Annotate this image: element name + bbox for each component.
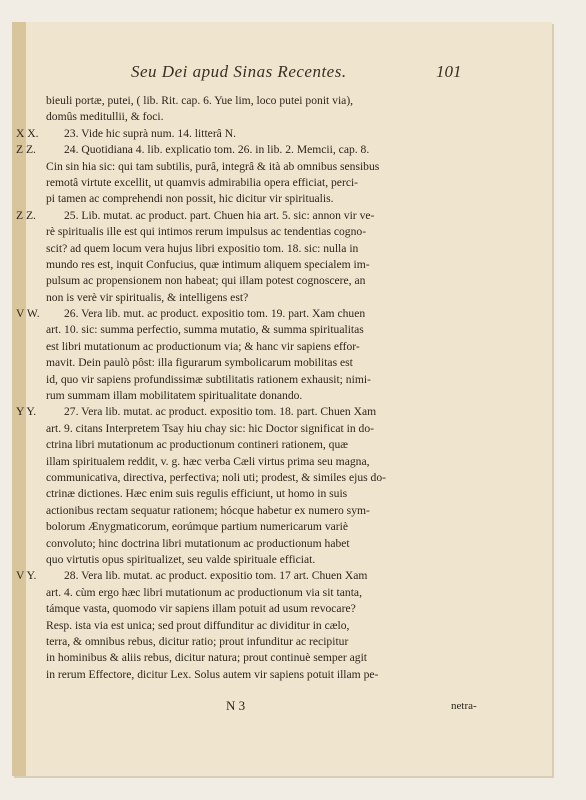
line-text: convoluto; hinc doctrina libri mutationum ac productionum habet — [46, 536, 350, 550]
text-line — [26, 224, 546, 240]
note-marker: X X. — [16, 126, 39, 140]
text-line — [26, 355, 546, 371]
text-line — [16, 126, 546, 142]
line-text: art. 9. citans Interpretem Tsay hiu chay sic: hic Doctor significat in do- — [46, 421, 375, 435]
running-head — [26, 62, 546, 82]
text-line — [26, 257, 546, 273]
line-text: pulsum ac propensionem non habeat; qui illam potest cognoscere, an — [46, 274, 366, 288]
line-text: domûs meditullii, & foci. — [46, 110, 164, 124]
line-text: quo virtutis opus spiritualizet, seu valde spirituale efficiat. — [46, 552, 316, 566]
running-title: Seu Dei apud Sinas Recentes. — [131, 62, 347, 81]
text-line — [26, 503, 546, 519]
line-text: Resp. ista via est unica; sed prout diffunditur ac dividitur in cælo, — [46, 618, 350, 632]
line-text: ctrina libri mutationum ac productionum contineri rationem, quæ — [46, 438, 349, 452]
line-text: art. 10. sic: summa perfectio, summa mutatio, & summa spiritualitas — [46, 323, 364, 337]
text-line — [26, 552, 546, 568]
line-text: terra, & omnibus rebus, dicitur ratio; prout infunditur ac recipitur — [46, 634, 349, 648]
text-line — [26, 470, 546, 486]
text-line — [16, 208, 546, 224]
line-text: Cin sin hia sic: qui tam subtilis, purâ, integrâ & ità ab omnibus sensibus — [46, 159, 380, 173]
text-line — [26, 159, 546, 175]
line-text: art. 4. cùm ergo hæc libri mutationum ac productionum via sit tanta, — [46, 585, 362, 599]
line-text: est libri mutationum ac productionum via; & hanc vir sapiens effor- — [46, 339, 360, 353]
text-line — [26, 241, 546, 257]
note-marker: Z Z. — [16, 208, 36, 222]
line-text: 27. Vera lib. mutat. ac product. expositio tom. 18. part. Chuen Xam — [64, 405, 377, 419]
line-text: scit? ad quem locum vera hujus libri expositio tom. 18. sic: nulla in — [46, 241, 359, 255]
text-line — [16, 568, 546, 584]
line-text: 28. Vera lib. mutat. ac product. expositio tom. 17 art. Chuen Xam — [64, 569, 368, 583]
book-page — [12, 22, 552, 776]
line-text: id, quo vir sapiens profundissimæ subtilitatis rationem exhausit; nimi- — [46, 372, 371, 386]
text-line — [26, 601, 546, 617]
text-line — [26, 585, 546, 601]
text-line — [16, 404, 546, 420]
text-line — [26, 618, 546, 634]
text-line — [26, 191, 546, 207]
line-text: mundo res est, inquit Confucius, quæ intimum aliquem specialem im- — [46, 257, 370, 271]
note-marker: V W. — [16, 307, 40, 321]
line-text: 23. Vide hic suprà num. 14. litterâ N. — [64, 126, 236, 140]
line-text: támque vasta, quomodo vir sapiens illam potuit ad usum revocare? — [46, 602, 356, 616]
text-line — [26, 175, 546, 191]
text-line — [26, 109, 546, 125]
line-text: 24. Quotidiana 4. lib. explicatio tom. 26. in lib. 2. Memcii, cap. 8. — [64, 143, 370, 157]
note-marker: Y Y. — [16, 405, 37, 419]
line-text: 25. Lib. mutat. ac product. part. Chuen hia art. 5. sic: annon vir ve- — [64, 208, 375, 222]
line-text: illam spiritualem reddit, v. g. hæc verba Cæli virtus prima seu magna, — [46, 454, 370, 468]
text-line — [26, 273, 546, 289]
text-line — [26, 519, 546, 535]
text-line — [26, 339, 546, 355]
line-text: bieuli portæ, putei, ( lib. Rit. cap. 6. Yue lim, loco putei ponit via), — [46, 94, 354, 107]
text-line — [26, 388, 546, 404]
text-line — [26, 290, 546, 306]
text-line — [26, 437, 546, 453]
text-line — [26, 650, 546, 666]
note-marker: Z Z. — [16, 143, 36, 157]
line-text: rum summam illam mobilitatem spiritualitate donando. — [46, 389, 303, 403]
note-marker: V Y. — [16, 569, 37, 583]
line-text: in rerum Effectore, dicitur Lex. Solus autem vir sapiens potuit illam pe- — [46, 667, 379, 681]
line-text: communicativa, directiva, perfectiva; noli uti; prodest, & similes ejus do- — [46, 470, 386, 484]
line-text: ctrinæ dictiones. Hæc enim suis regulis efficiunt, ut homo in suis — [46, 487, 348, 501]
catchword: netra- — [451, 700, 477, 712]
text-line — [26, 322, 546, 338]
line-text: mavit. Dein paulò pôst: illa figurarum symbolicarum mobilitas est — [46, 356, 353, 370]
page-footer — [26, 698, 546, 714]
text-line — [26, 486, 546, 502]
line-text: actionibus rectam sequatur rationem; hócque habetur ex numero sym- — [46, 503, 370, 517]
page-number: 101 — [436, 62, 462, 81]
text-line — [26, 421, 546, 437]
text-line — [26, 93, 546, 109]
text-line — [26, 634, 546, 650]
line-text: bolorum Ænygmaticorum, eorúmque partium numericarum variè — [46, 520, 348, 534]
line-text: in hominibus & aliis rebus, dicitur natura; prout continuè semper agit — [46, 651, 368, 665]
line-text: rè spiritualis ille est qui intimos rerum impulsus ac tendentias cogno- — [46, 225, 367, 239]
text-line — [26, 372, 546, 388]
body-text — [16, 93, 546, 683]
line-text: pi tamen ac comprehendi non possit, hic dicitur vir spiritualis. — [46, 192, 334, 206]
text-line — [16, 142, 546, 158]
signature-mark: N 3 — [226, 698, 246, 713]
line-text: remotâ virtute excellit, ut quamvis admirabilia opera efficiat, perci- — [46, 175, 359, 189]
text-line — [26, 667, 546, 683]
text-line — [16, 306, 546, 322]
text-line — [26, 536, 546, 552]
line-text: non is verè vir spiritualis, & intelligens est? — [46, 290, 249, 304]
text-line — [26, 454, 546, 470]
line-text: 26. Vera lib. mut. ac product. expositio tom. 19. part. Xam chuen — [64, 307, 366, 321]
